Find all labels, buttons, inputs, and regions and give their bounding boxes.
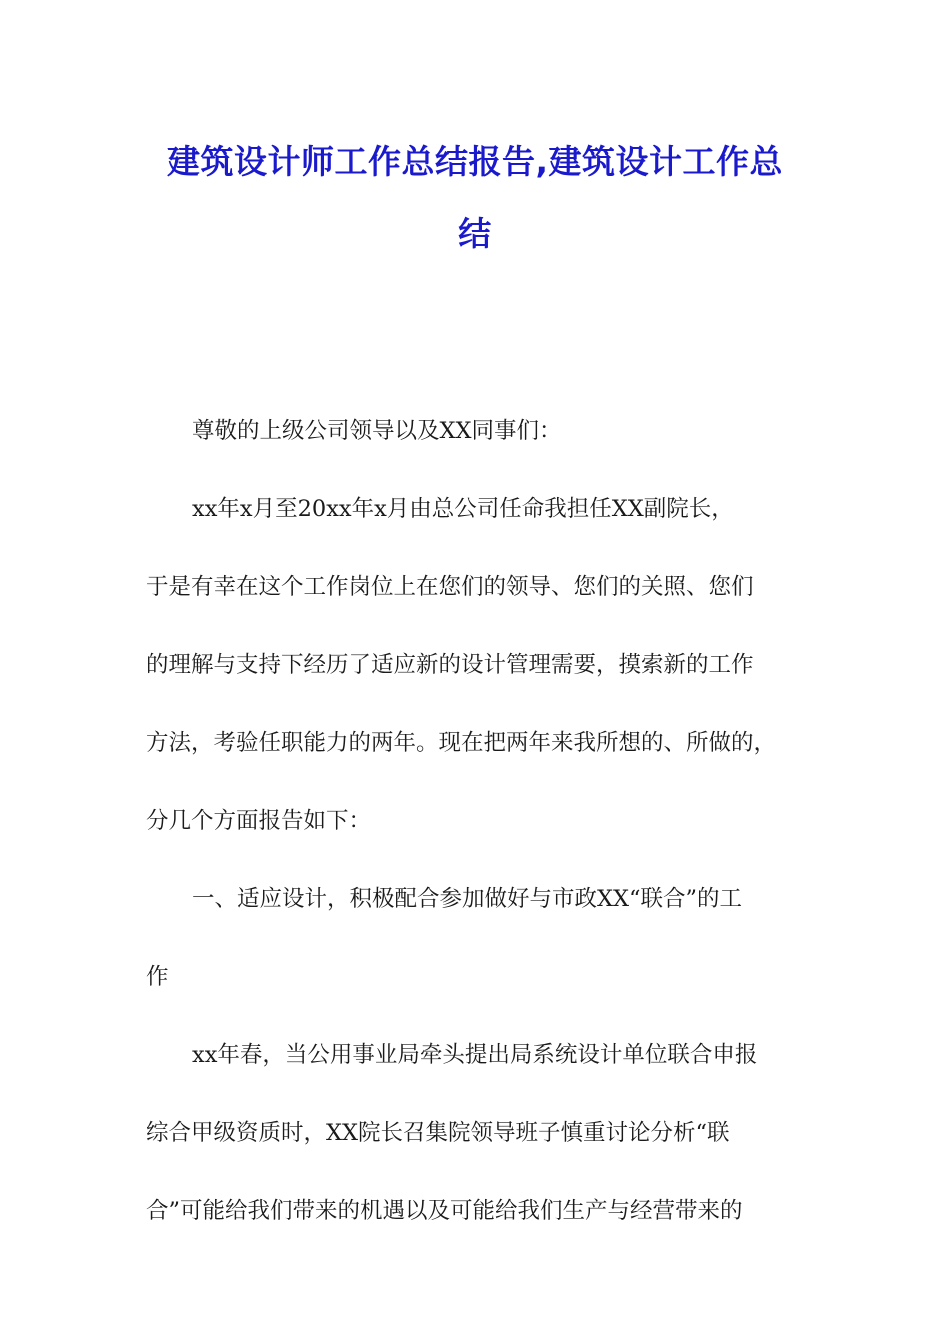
section-heading-line-2: 作 <box>146 964 169 990</box>
document-title <box>130 126 820 270</box>
paragraph-2-line-2: 综合甲级资质时，XX院长召集院领导班子慎重讨论分析“联 <box>146 1120 730 1146</box>
paragraph-1-line-5: 分几个方面报告如下： <box>146 808 372 834</box>
salutation-line: 尊敬的上级公司领导以及XX同事们： <box>192 418 562 444</box>
paragraph-1-line-2: 于是有幸在这个工作岗位上在您们的领导、您们的关照、您们 <box>146 574 754 600</box>
paragraph-1-line-4: 方法，考验任职能力的两年。现在把两年来我所想的、所做的， <box>146 730 777 756</box>
paragraph-1-line-3: 的理解与支持下经历了适应新的设计管理需要，摸索新的工作 <box>146 652 754 678</box>
paragraph-1-line-1: xx年x月至20xx年x月由总公司任命我担任XX副院长， <box>192 496 734 522</box>
title-line-1: 建筑设计师工作总结报告,建筑设计工作总 <box>166 142 784 181</box>
paragraph-2-line-1: xx年春，当公用事业局牵头提出局系统设计单位联合申报 <box>192 1042 758 1068</box>
section-heading-line-1: 一、适应设计，积极配合参加做好与市政XX“联合”的工 <box>192 886 743 912</box>
title-line-2: 结 <box>458 214 492 253</box>
paragraph-2-line-3: 合”可能给我们带来的机遇以及可能给我们生产与经营带来的 <box>146 1198 743 1224</box>
